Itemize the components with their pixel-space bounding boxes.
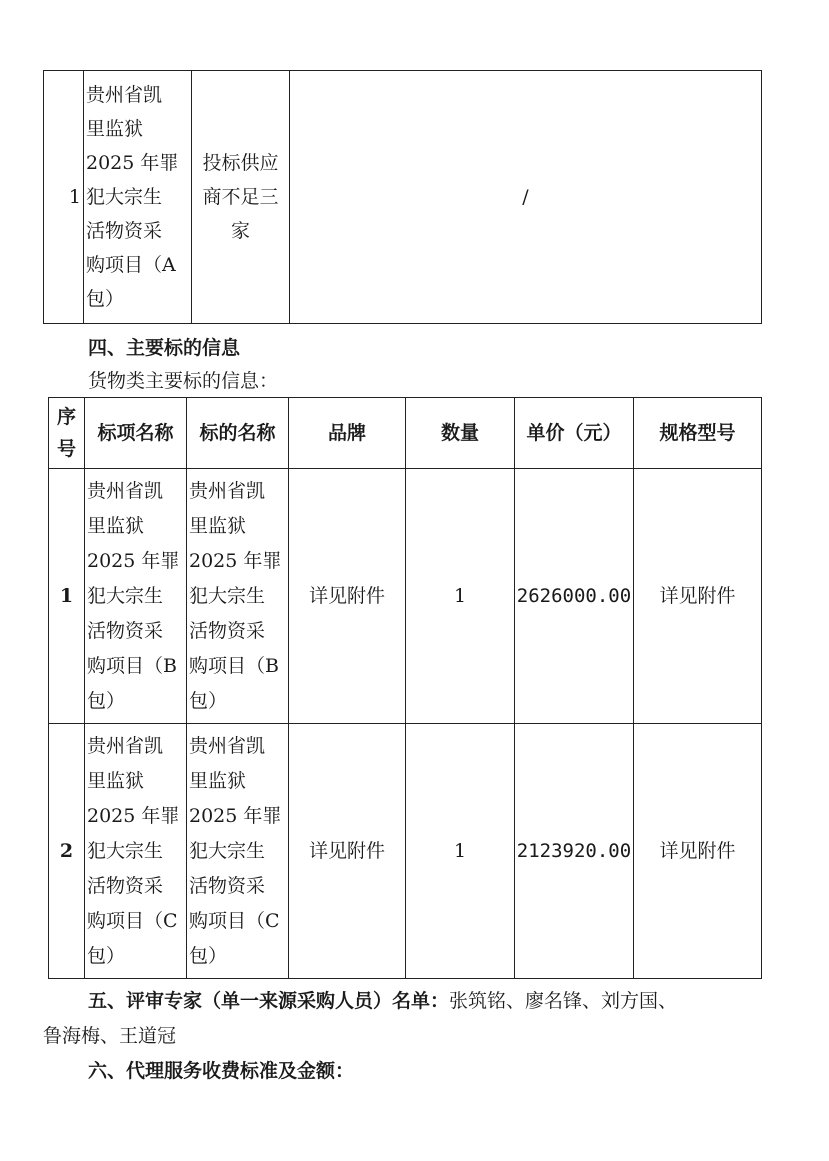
brand-cell: 详见附件 bbox=[289, 724, 406, 979]
table-row bbox=[44, 71, 762, 324]
unit-price-cell: 2123920.00 bbox=[515, 724, 634, 979]
project-name-cell: 贵州省凯 里监狱 2025 年罪 犯大宗生 活物资采 购项目（C 包） bbox=[85, 724, 187, 979]
section6-heading: 六、代理服务收费标准及金额： bbox=[88, 1060, 355, 1082]
header-project-name: 标项名称 bbox=[85, 398, 187, 469]
section4-heading: 四、主要标的信息 bbox=[88, 337, 241, 359]
table-row bbox=[49, 724, 762, 979]
item-name-cell: 贵州省凯 里监狱 2025 年罪 犯大宗生 活物资采 购项目（C 包） bbox=[187, 724, 289, 979]
note-cell: / bbox=[290, 71, 762, 324]
row-index: 1 bbox=[49, 469, 85, 724]
table-header-row bbox=[49, 398, 762, 469]
header-brand: 品牌 bbox=[289, 398, 406, 469]
quantity-cell: 1 bbox=[406, 469, 515, 724]
section4-subheading: 货物类主要标的信息： bbox=[88, 370, 279, 392]
header-spec: 规格型号 bbox=[634, 398, 762, 469]
spec-cell: 详见附件 bbox=[634, 724, 762, 979]
project-name-cell: 贵州省凯 里监狱 2025 年罪 犯大宗生 活物资采 购项目（A 包） bbox=[84, 71, 192, 324]
brand-cell: 详见附件 bbox=[289, 469, 406, 724]
expert-names-part1: 张筑铭、廖名锋、刘方国、 bbox=[449, 990, 678, 1012]
header-unit-price: 单价（元） bbox=[515, 398, 634, 469]
item-name-cell: 贵州省凯 里监狱 2025 年罪 犯大宗生 活物资采 购项目（B 包） bbox=[187, 469, 289, 724]
section5-line1 bbox=[88, 986, 677, 1013]
quantity-cell: 1 bbox=[406, 724, 515, 979]
goods-table bbox=[48, 397, 762, 979]
failed-lot-table bbox=[43, 70, 762, 324]
expert-names-part2: 鲁海梅、王道冠 bbox=[43, 1025, 177, 1047]
spec-cell: 详见附件 bbox=[634, 469, 762, 724]
header-index: 序 号 bbox=[49, 398, 85, 469]
project-name-cell: 贵州省凯 里监狱 2025 年罪 犯大宗生 活物资采 购项目（B 包） bbox=[85, 469, 187, 724]
row-index: 2 bbox=[49, 724, 85, 979]
header-quantity: 数量 bbox=[406, 398, 515, 469]
section5-label: 五、评审专家（单一来源采购人员）名单： bbox=[88, 990, 450, 1012]
unit-price-cell: 2626000.00 bbox=[515, 469, 634, 724]
header-item-name: 标的名称 bbox=[187, 398, 289, 469]
failure-reason-cell: 投标供应 商不足三 家 bbox=[192, 71, 290, 324]
table-row bbox=[49, 469, 762, 724]
row-index: 1 bbox=[44, 71, 84, 324]
